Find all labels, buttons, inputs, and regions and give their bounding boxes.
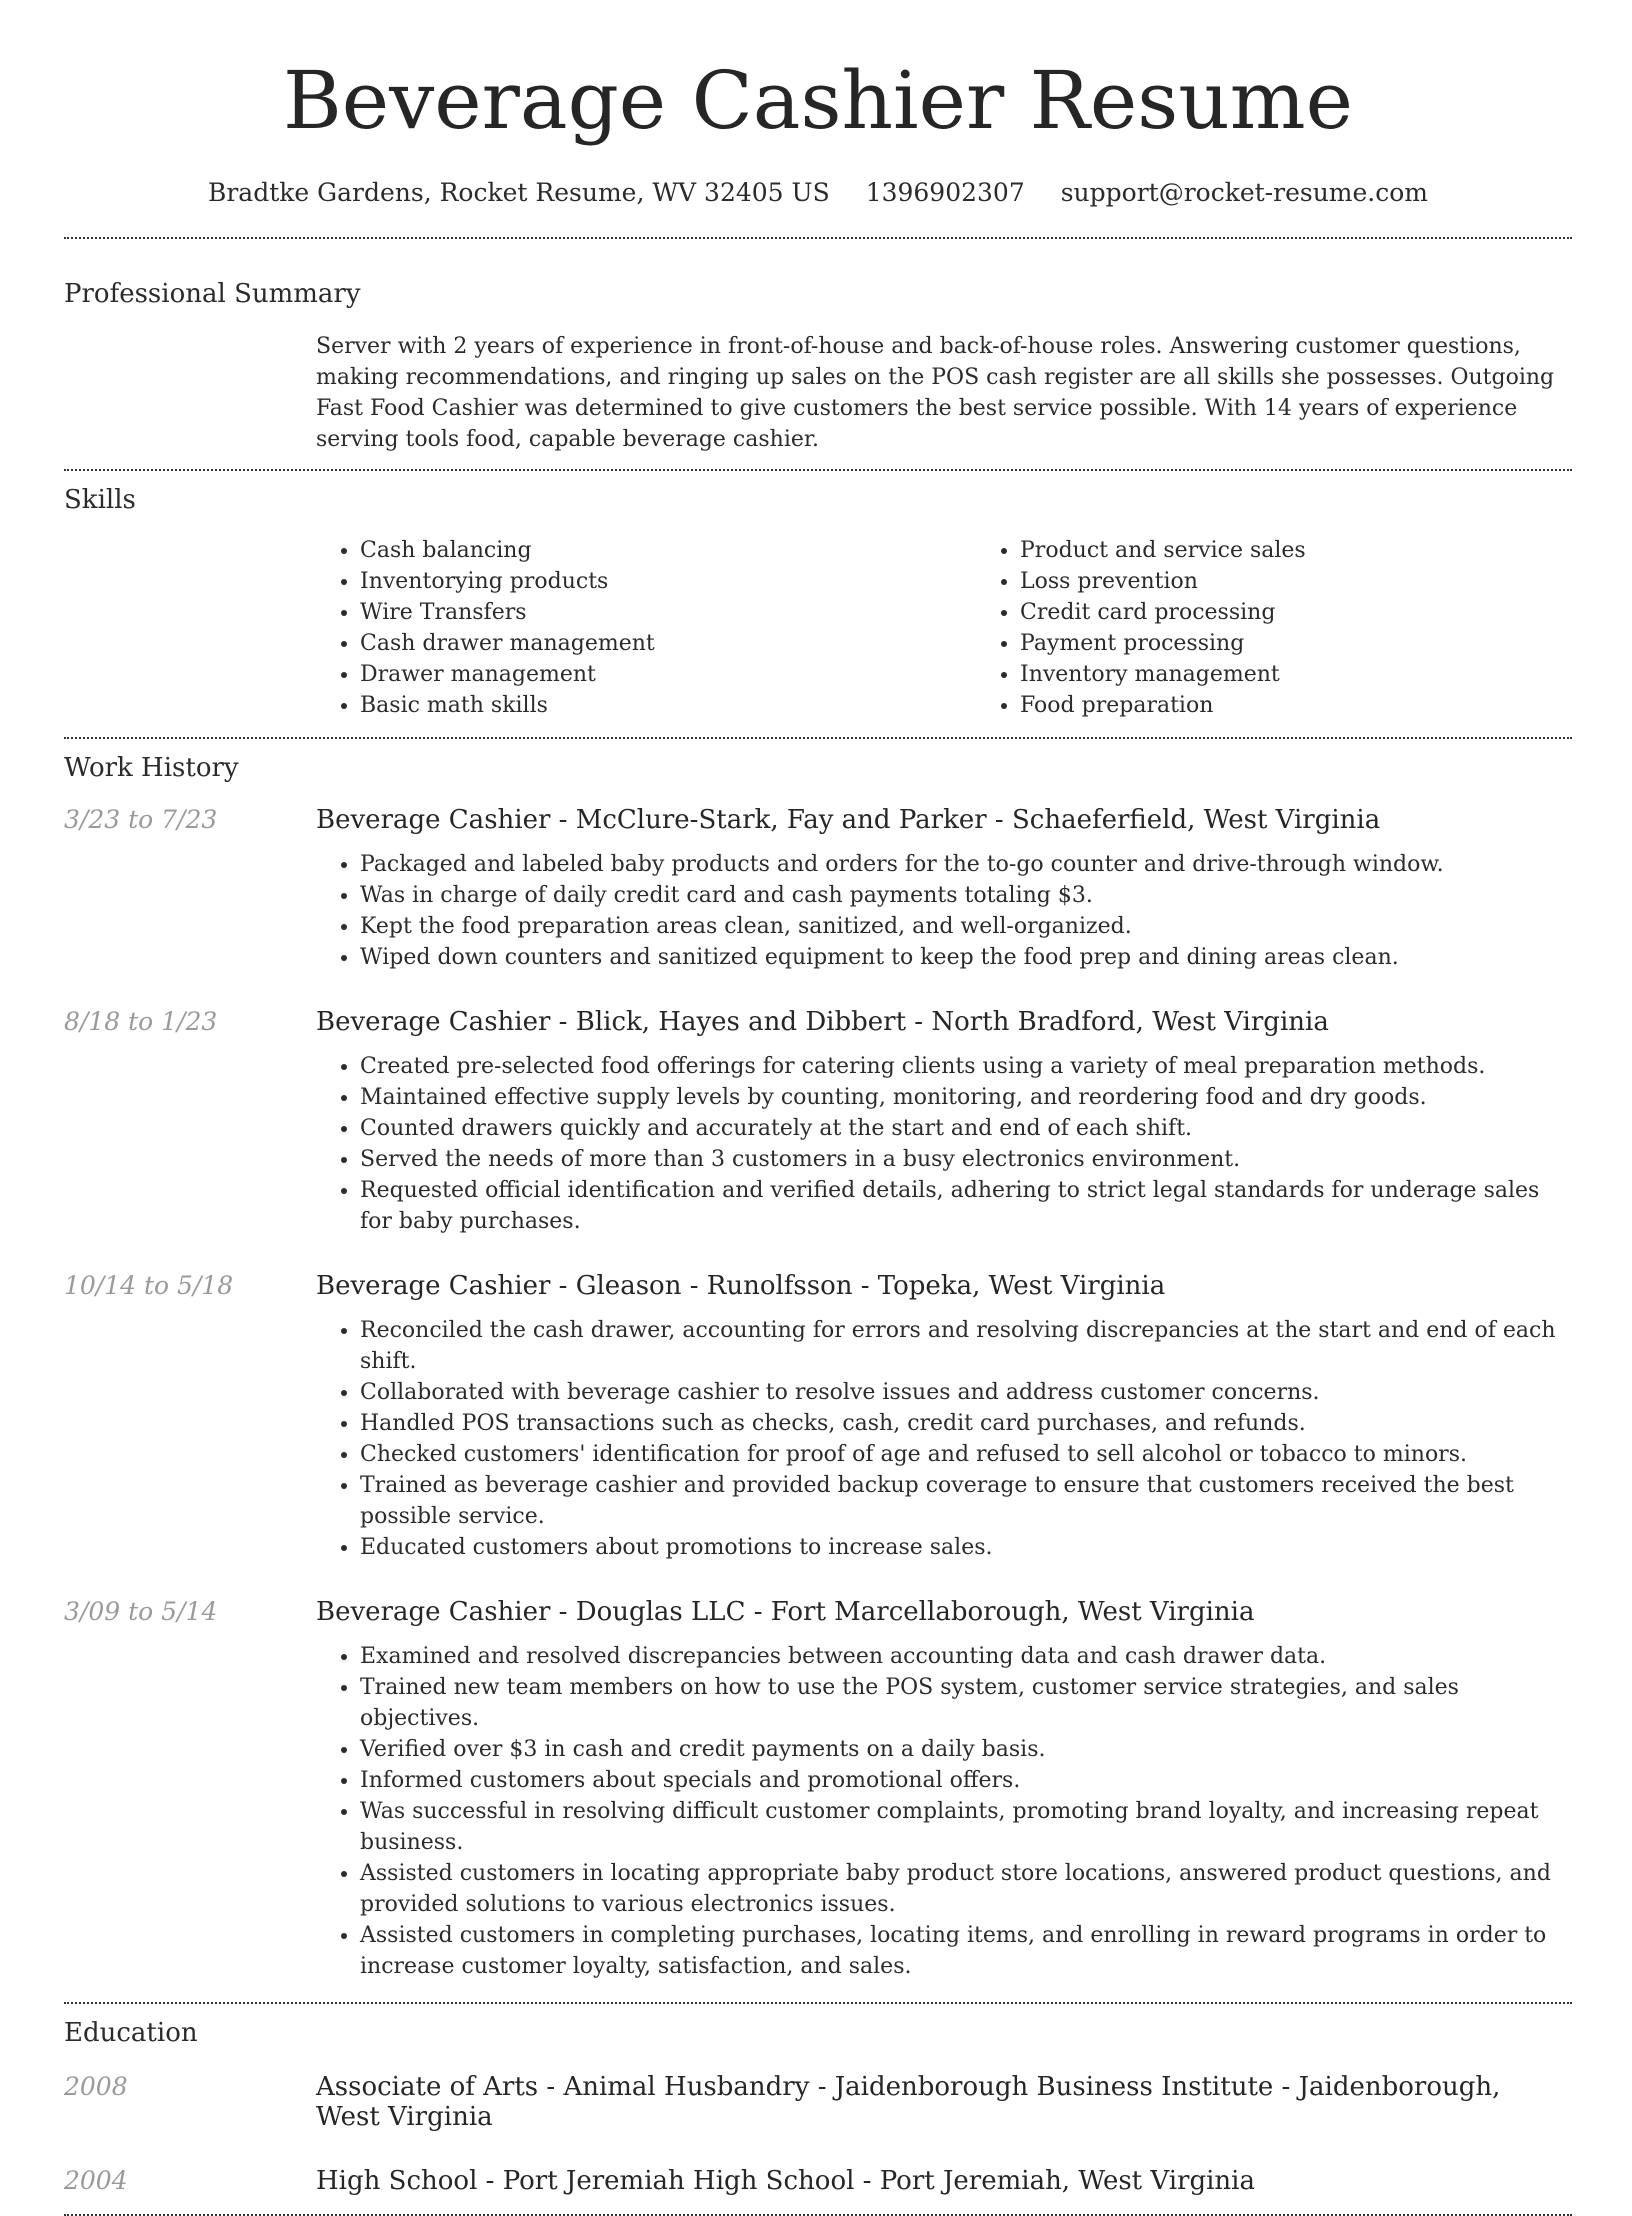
job-bullet: • Informed customers about specials and promotional offers. bbox=[360, 1765, 1572, 1796]
section-title-education: Education bbox=[64, 2018, 198, 2048]
divider bbox=[64, 469, 1572, 471]
job-bullet: • Maintained effective supply levels by counting, monitoring, and reordering food and dry goods. bbox=[360, 1082, 1572, 1113]
skills-row bbox=[64, 535, 1572, 721]
summary-text: Server with 2 years of experience in front-of-house and back-of-house roles. Answering customer questions, making recommendations, and ringing up sales on the POS cash register are all skills she possesses. Outgoing Fast Food Cashier was determined to give customers the best service possible. With 14 years of experience serving tools food, capable beverage cashier. bbox=[316, 334, 1555, 452]
education-heading: High School - Port Jeremiah High School - Port Jeremiah, West Virginia bbox=[316, 2166, 1255, 2196]
skill-item: • Cash balancing bbox=[360, 535, 976, 566]
education-entry bbox=[64, 2166, 1572, 2196]
job-bullet: • Handled POS transactions such as checks, cash, credit card purchases, and refunds. bbox=[360, 1408, 1572, 1439]
job-bullet: • Examined and resolved discrepancies between accounting data and cash drawer data. bbox=[360, 1641, 1572, 1672]
job-bullet: • Wiped down counters and sanitized equipment to keep the food prep and dining areas clean. bbox=[360, 942, 1572, 973]
skill-item: • Product and service sales bbox=[1020, 535, 1632, 566]
education-year: 2008 bbox=[64, 2072, 128, 2101]
section-title-summary: Professional Summary bbox=[64, 279, 361, 309]
job-entry bbox=[64, 1271, 1572, 1563]
skills-column-left bbox=[316, 535, 976, 721]
education-entry bbox=[64, 2072, 1572, 2132]
section-title-work: Work History bbox=[64, 753, 239, 783]
job-bullet: • Verified over $3 in cash and credit payments on a daily basis. bbox=[360, 1734, 1572, 1765]
job-dates: 8/18 to 1/23 bbox=[64, 1007, 218, 1036]
job-bullet: • Kept the food preparation areas clean, sanitized, and well-organized. bbox=[360, 911, 1572, 942]
skill-item: • Credit card processing bbox=[1020, 597, 1632, 628]
job-bullet: • Trained as beverage cashier and provided backup coverage to ensure that customers received the best possible service. bbox=[360, 1470, 1572, 1532]
skill-item: • Wire Transfers bbox=[360, 597, 976, 628]
job-bullet: • Counted drawers quickly and accurately at the start and end of each shift. bbox=[360, 1113, 1572, 1144]
job-bullet: • Reconciled the cash drawer, accounting for errors and resolving discrepancies at the start and end of each shift. bbox=[360, 1315, 1572, 1377]
resume-page bbox=[64, 0, 1572, 2216]
divider bbox=[64, 237, 1572, 239]
skill-item: • Loss prevention bbox=[1020, 566, 1632, 597]
job-bullet: • Was successful in resolving difficult customer complaints, promoting brand loyalty, and increasing repeat business. bbox=[360, 1796, 1572, 1858]
job-bullet: • Requested official identification and verified details, adhering to strict legal standards for underage sales for baby purchases. bbox=[360, 1175, 1572, 1237]
job-bullet: • Collaborated with beverage cashier to resolve issues and address customer concerns. bbox=[360, 1377, 1572, 1408]
job-dates: 3/23 to 7/23 bbox=[64, 805, 218, 834]
job-bullet: • Educated customers about promotions to increase sales. bbox=[360, 1532, 1572, 1563]
skill-item: • Inventory management bbox=[1020, 659, 1632, 690]
job-dates: 3/09 to 5/14 bbox=[64, 1597, 218, 1626]
skill-item: • Payment processing bbox=[1020, 628, 1632, 659]
job-bullet: • Was in charge of daily credit card and cash payments totaling $3. bbox=[360, 880, 1572, 911]
job-heading: Beverage Cashier - Gleason - Runolfsson - Topeka, West Virginia bbox=[316, 1271, 1166, 1301]
skills-list bbox=[316, 535, 1632, 721]
job-heading: Beverage Cashier - Douglas LLC - Fort Marcellaborough, West Virginia bbox=[316, 1597, 1255, 1627]
skill-item: • Drawer management bbox=[360, 659, 976, 690]
education-year: 2004 bbox=[64, 2166, 128, 2195]
job-bullets bbox=[316, 1315, 1572, 1563]
contact-address: Bradtke Gardens, Rocket Resume, WV 32405 US bbox=[207, 178, 830, 207]
skill-item: • Cash drawer management bbox=[360, 628, 976, 659]
divider bbox=[64, 2002, 1572, 2004]
job-bullet: • Packaged and labeled baby products and orders for the to-go counter and drive-through window. bbox=[360, 849, 1572, 880]
skill-item: • Basic math skills bbox=[360, 690, 976, 721]
summary-row bbox=[64, 331, 1572, 455]
job-heading: Beverage Cashier - Blick, Hayes and Dibbert - North Bradford, West Virginia bbox=[316, 1007, 1329, 1037]
divider bbox=[64, 737, 1572, 739]
skill-item: • Inventorying products bbox=[360, 566, 976, 597]
job-heading: Beverage Cashier - McClure-Stark, Fay and Parker - Schaeferfield, West Virginia bbox=[316, 805, 1381, 835]
resume-title: Beverage Cashier Resume bbox=[282, 54, 1354, 147]
contact-email: support@rocket-resume.com bbox=[1060, 178, 1429, 207]
education-heading: Associate of Arts - Animal Husbandry - Jaidenborough Business Institute - Jaidenborough, West Virginia bbox=[316, 2072, 1501, 2132]
job-entry bbox=[64, 1597, 1572, 1982]
job-dates: 10/14 to 5/18 bbox=[64, 1271, 234, 1300]
job-bullet: • Checked customers' identification for proof of age and refused to sell alcohol or tobacco to minors. bbox=[360, 1439, 1572, 1470]
section-title-skills: Skills bbox=[64, 485, 136, 515]
job-bullet: • Created pre-selected food offerings for catering clients using a variety of meal preparation methods. bbox=[360, 1051, 1572, 1082]
contact-line bbox=[64, 178, 1572, 207]
contact-phone: 1396902307 bbox=[865, 178, 1025, 207]
job-bullets bbox=[316, 849, 1572, 973]
job-bullet: • Assisted customers in locating appropriate baby product store locations, answered product questions, and provided solutions to various electronics issues. bbox=[360, 1858, 1572, 1920]
job-bullet: • Trained new team members on how to use the POS system, customer service strategies, and sales objectives. bbox=[360, 1672, 1572, 1734]
skill-item: • Food preparation bbox=[1020, 690, 1632, 721]
job-entry bbox=[64, 805, 1572, 973]
job-bullets bbox=[316, 1051, 1572, 1237]
job-bullets bbox=[316, 1641, 1572, 1982]
job-bullet: • Served the needs of more than 3 customers in a busy electronics environment. bbox=[360, 1144, 1572, 1175]
job-bullet: • Assisted customers in completing purchases, locating items, and enrolling in reward programs in order to increase customer loyalty, satisfaction, and sales. bbox=[360, 1920, 1572, 1982]
job-entry bbox=[64, 1007, 1572, 1237]
skills-column-right bbox=[976, 535, 1632, 721]
